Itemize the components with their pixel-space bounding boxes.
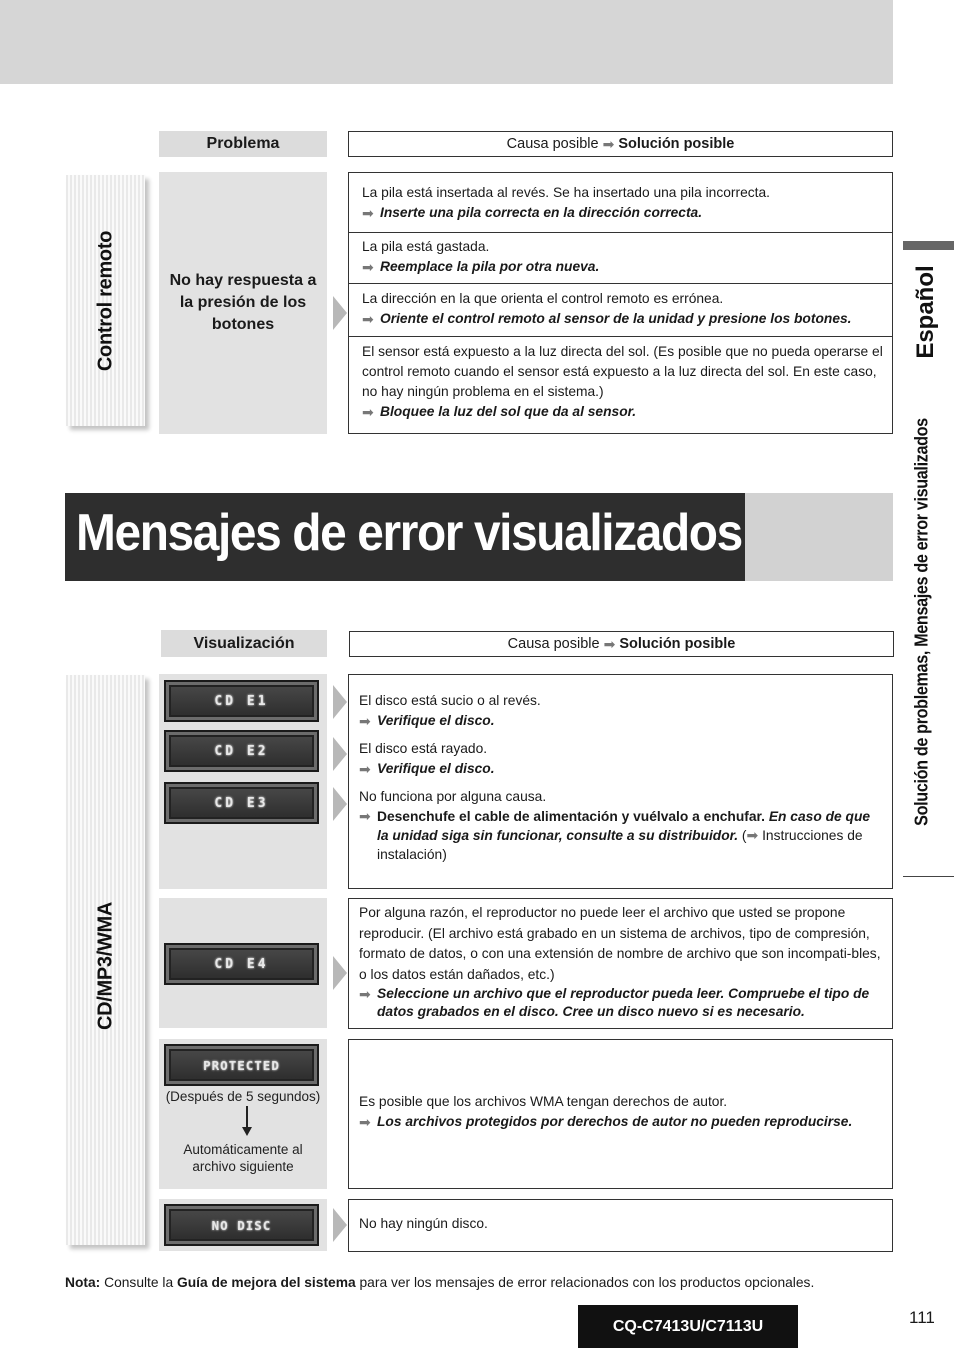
pointer-icon — [333, 296, 347, 330]
error-solutions-box-3: Es posible que los archivos WMA tengan derechos de autor. ➡ Los archivos protegidos por derechos de autor no pueden reproducirse. — [348, 1039, 893, 1189]
problem-text: No hay respuesta a la presión de los botones — [169, 272, 317, 333]
arrow-right-icon: ➡ — [359, 986, 371, 1002]
arrow-right-icon: ➡ — [359, 761, 371, 777]
page-number: 111 — [909, 1308, 935, 1327]
solution-row: La pila está insertada al revés. Se ha insertado una pila incorrecta. ➡ Inserte una pila correcta en la dirección correcta. — [349, 173, 892, 233]
cause-solution-header: Causa posible ➡ Solución posible — [349, 631, 894, 657]
lcd-display-protected: PROTECTED — [164, 1044, 319, 1086]
remote-solutions-box — [348, 172, 893, 434]
arrow-right-icon: ➡ — [362, 259, 374, 275]
pointer-icon — [333, 685, 347, 719]
top-band — [0, 0, 893, 84]
arrow-right-icon: ➡ — [359, 713, 371, 729]
display-header: Visualización — [161, 630, 327, 657]
sidebar-divider — [903, 876, 954, 877]
error-solutions-box-2: Por alguna razón, el reproductor no puede leer el archivo que usted se propone reproducir. (El archivo está grabado en un sistema de archivos, tipo de compresión, formato de datos, o con una extensión de nombre de archivo que son incompati-bles, o los datos están dañados, etc.) ➡ Seleccione un archivo que el reproductor pueda leer. Compruebe el tipo de datos grabados en el disco. Cree un disco nuevo si es necesario. — [348, 898, 893, 1029]
pointer-icon — [333, 956, 347, 990]
lcd-display-nodisc: NO DISC — [164, 1204, 319, 1246]
category-label: Control remoto — [94, 230, 116, 371]
pointer-icon — [333, 787, 347, 821]
arrow-right-icon: ➡ — [359, 808, 371, 824]
solution-row: La pila está gastada. ➡ Reemplace la pila por otra nueva. — [349, 233, 892, 284]
arrow-right-icon: ➡ — [746, 827, 759, 843]
category-tab-cd — [66, 675, 145, 1245]
category-tab-remote — [66, 175, 145, 426]
model-number: CQ-C7413U/C7113U — [578, 1305, 798, 1348]
problem-cell — [159, 172, 327, 434]
lcd-display-e1: CD E1 — [164, 680, 319, 722]
pointer-icon — [333, 1208, 347, 1242]
solution-row: El disco está sucio o al revés. ➡ Verifique el disco. — [359, 693, 541, 729]
arrow-right-icon: ➡ — [362, 311, 374, 327]
down-arrow-head-icon — [242, 1127, 252, 1136]
section-title: Mensajes de error visualizados — [76, 504, 742, 562]
category-label: CD/MP3/WMA — [94, 901, 116, 1030]
protected-note-after: (Después de 5 segundos) — [165, 1089, 321, 1104]
sidebar-chapter: Solución de problemas, Mensajes de error visualizados — [911, 418, 932, 826]
note: Nota: Consulte la Guía de mejora del sistema para ver los mensajes de error relacionados con los productos opcionales. — [65, 1275, 815, 1290]
solution-row: La dirección en la que orienta el control remoto es errónea. ➡ Oriente el control remoto al sensor de la unidad y presione los botones. — [349, 284, 892, 337]
pointer-icon — [333, 737, 347, 771]
cause-solution-header: Causa posible ➡ Solución posible — [348, 131, 893, 157]
arrow-right-icon: ➡ — [602, 135, 615, 152]
lcd-display-e2: CD E2 — [164, 730, 319, 772]
protected-note-next: Automáticamente al archivo siguiente — [183, 1142, 303, 1174]
sidebar-tab-marker — [903, 241, 954, 250]
solution-row: No funciona por alguna causa. ➡ Desenchufe el cable de alimentación y vuélvalo a enchufar. En caso de que la unidad siga sin funcionar, consulte a su distribuidor. (➡ Instrucciones de instalación) — [359, 789, 871, 862]
section-title-bar — [65, 493, 893, 581]
error-solutions-box-4: No hay ningún disco. — [348, 1199, 893, 1252]
error-solutions-box-1 — [348, 674, 893, 889]
problem-header: Problema — [159, 131, 327, 157]
solution-row: El disco está rayado. ➡ Verifique el disco. — [359, 741, 495, 777]
arrow-right-icon: ➡ — [362, 404, 374, 420]
arrow-right-icon: ➡ — [359, 1114, 371, 1130]
lcd-display-e4: CD E4 — [164, 943, 319, 985]
lcd-display-e3: CD E3 — [164, 782, 319, 824]
solution-row: El sensor está expuesto a la luz directa del sol. (Es posible que no pueda operarse el control remoto cuando el sensor está expuesto a la luz directa del sol. En este caso, no hay ningún problema en el sistema.) ➡ Bloquee la luz del sol que da al sensor. — [362, 344, 883, 420]
sidebar-language: Español — [912, 265, 939, 359]
arrow-right-icon: ➡ — [603, 635, 616, 652]
arrow-right-icon: ➡ — [362, 205, 374, 221]
